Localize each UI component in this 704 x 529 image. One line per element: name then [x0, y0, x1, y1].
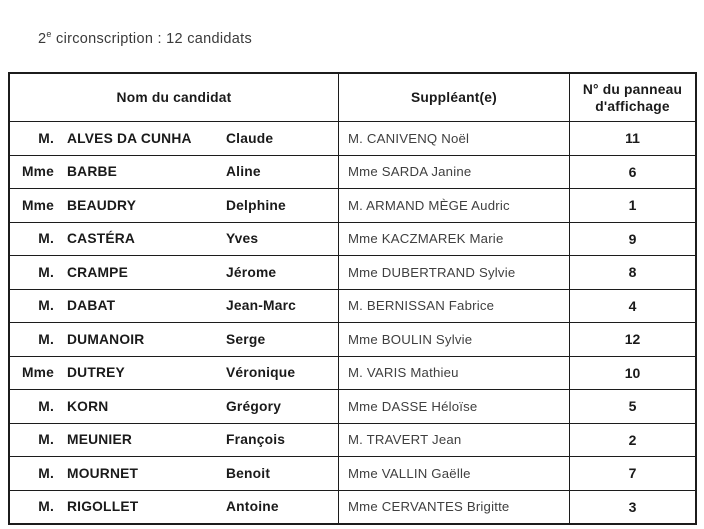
table-header-row — [10, 74, 695, 121]
table-row — [10, 490, 695, 524]
candidate-last-name: DUTREY — [67, 365, 125, 381]
table-row — [10, 356, 695, 390]
candidate-name-cell — [10, 122, 338, 155]
substitute-name: Mme DUBERTRAND Sylvie — [338, 256, 569, 289]
candidate-last-name: RIGOLLET — [67, 499, 139, 515]
candidate-civility: M. — [38, 264, 54, 280]
title-superscript: e — [46, 29, 52, 40]
candidate-last-name: MEUNIER — [67, 432, 133, 448]
table-row — [10, 155, 695, 189]
candidate-civility: Mme — [21, 365, 54, 381]
header-panel-number: N° du panneau d'affichage — [569, 74, 695, 121]
candidate-civility: M. — [38, 298, 54, 314]
candidate-last-name: CRAMPE — [67, 264, 128, 280]
panel-number: 1 — [569, 189, 695, 222]
table-row — [10, 222, 695, 256]
substitute-name: M. ARMAND MÈGE Audric — [338, 189, 569, 222]
panel-number: 8 — [569, 256, 695, 289]
candidate-name-cell — [10, 390, 338, 423]
candidate-civility: M. — [38, 130, 54, 146]
candidate-civility: Mme — [21, 197, 54, 213]
candidate-first-name: Delphine — [226, 197, 286, 213]
candidate-name-cell — [10, 457, 338, 490]
table-row — [10, 322, 695, 356]
substitute-name: Mme VALLIN Gaëlle — [338, 457, 569, 490]
table-row — [10, 389, 695, 423]
candidate-name-cell — [10, 156, 338, 189]
panel-number: 10 — [569, 357, 695, 390]
candidate-last-name: KORN — [67, 398, 109, 414]
candidate-civility: M. — [38, 331, 54, 347]
candidate-civility: M. — [38, 465, 54, 481]
table-row — [10, 188, 695, 222]
substitute-name: M. BERNISSAN Fabrice — [338, 290, 569, 323]
substitute-name: Mme DASSE Héloïse — [338, 390, 569, 423]
candidate-last-name: BARBE — [67, 164, 118, 180]
candidate-last-name: ALVES DA CUNHA — [67, 130, 192, 146]
candidate-name-cell — [10, 424, 338, 457]
candidate-first-name: Serge — [226, 331, 266, 347]
header-substitute: Suppléant(e) — [338, 74, 569, 121]
candidate-last-name: CASTÉRA — [67, 231, 136, 247]
candidate-first-name: Claude — [226, 130, 274, 146]
candidate-first-name: Jérome — [226, 264, 277, 280]
candidate-civility: M. — [38, 432, 54, 448]
panel-number: 2 — [569, 424, 695, 457]
title-rest: circonscription : 12 candidats — [51, 31, 253, 47]
candidate-first-name: Jean-Marc — [226, 298, 297, 314]
substitute-name: M. VARIS Mathieu — [338, 357, 569, 390]
candidate-civility: M. — [38, 398, 54, 414]
substitute-name: Mme KACZMAREK Marie — [338, 223, 569, 256]
candidate-name-cell — [10, 189, 338, 222]
header-candidate-name: Nom du candidat — [116, 90, 232, 105]
panel-number: 6 — [569, 156, 695, 189]
candidate-name-cell — [10, 323, 338, 356]
panel-number: 7 — [569, 457, 695, 490]
candidate-civility: M. — [38, 499, 54, 515]
candidates-table — [8, 72, 697, 525]
table-row — [10, 289, 695, 323]
candidate-first-name: Yves — [226, 231, 259, 247]
panel-number: 5 — [569, 390, 695, 423]
candidate-first-name: Antoine — [226, 499, 279, 515]
table-row — [10, 255, 695, 289]
table-row — [10, 121, 695, 155]
page-title — [38, 31, 252, 47]
table-row — [10, 423, 695, 457]
candidate-last-name: DUMANOIR — [67, 331, 145, 347]
candidate-last-name: DABAT — [67, 298, 116, 314]
candidate-civility: Mme — [21, 164, 54, 180]
panel-number: 4 — [569, 290, 695, 323]
panel-number: 3 — [569, 491, 695, 524]
candidate-first-name: Véronique — [226, 365, 296, 381]
candidate-name-cell — [10, 256, 338, 289]
candidate-name-cell — [10, 290, 338, 323]
table-row — [10, 456, 695, 490]
panel-number: 11 — [569, 122, 695, 155]
candidate-name-cell — [10, 223, 338, 256]
candidate-first-name: François — [226, 432, 286, 448]
panel-number: 12 — [569, 323, 695, 356]
title-prefix: 2 — [38, 31, 47, 47]
table-body — [10, 121, 695, 523]
candidate-first-name: Grégory — [226, 398, 282, 414]
candidate-name-cell — [10, 491, 338, 524]
panel-number: 9 — [569, 223, 695, 256]
candidate-last-name: MOURNET — [67, 465, 139, 481]
substitute-name: Mme BOULIN Sylvie — [338, 323, 569, 356]
substitute-name: M. TRAVERT Jean — [338, 424, 569, 457]
candidate-last-name: BEAUDRY — [67, 197, 137, 213]
candidate-civility: M. — [38, 231, 54, 247]
substitute-name: Mme SARDA Janine — [338, 156, 569, 189]
candidate-first-name: Benoit — [226, 465, 271, 481]
substitute-name: Mme CERVANTES Brigitte — [338, 491, 569, 524]
candidate-name-cell — [10, 357, 338, 390]
candidate-first-name: Aline — [226, 164, 261, 180]
substitute-name: M. CANIVENQ Noël — [338, 122, 569, 155]
